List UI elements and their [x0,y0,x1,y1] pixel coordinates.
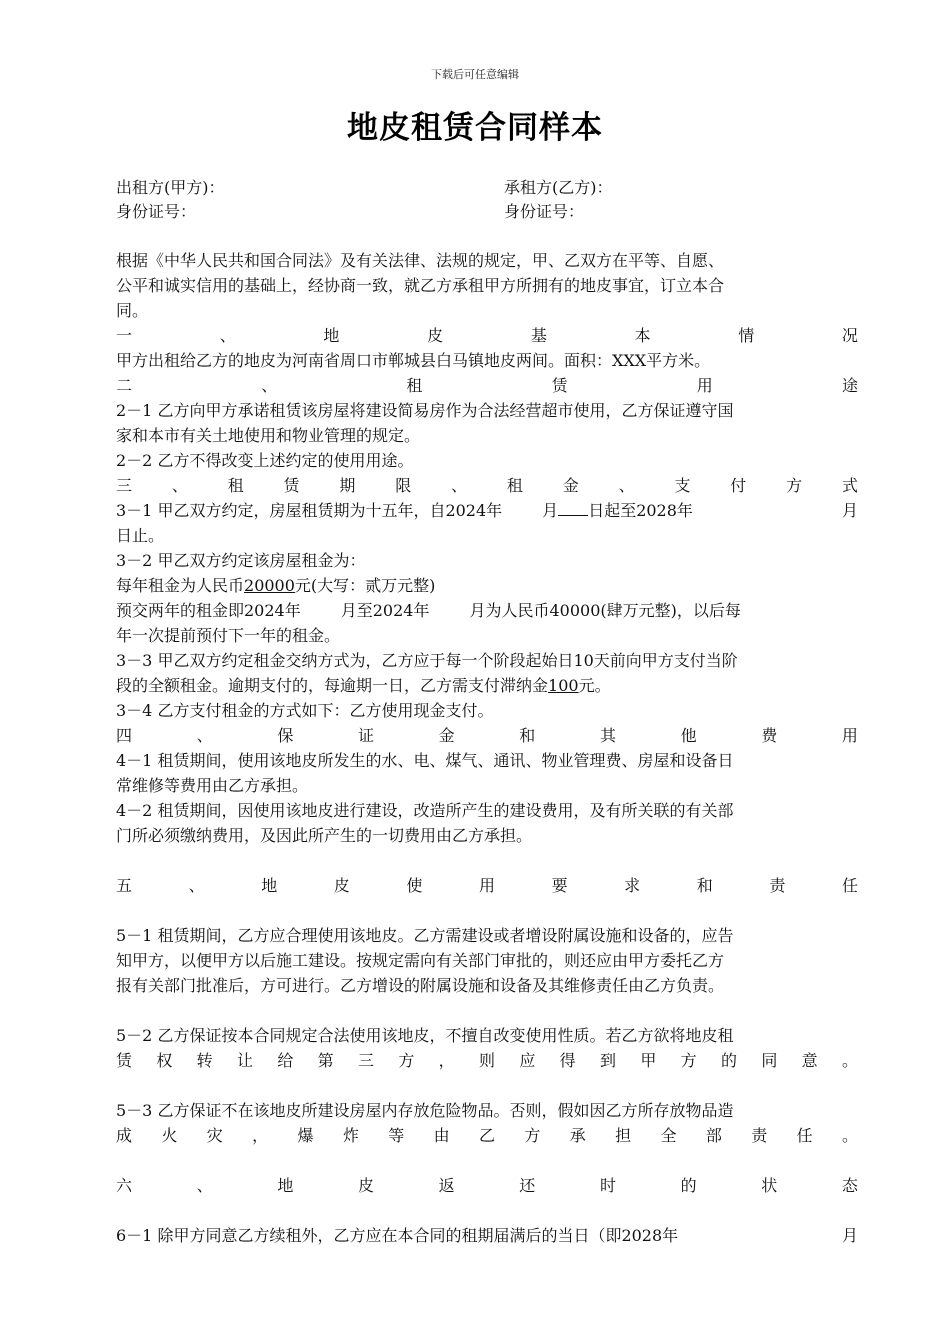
intro-line: 根据《中华人民共和国合同法》及有关法律、法规的规定，甲、乙双方在平等、自愿、 [116,251,725,270]
clause-2-1-cont: 家和本市有关土地使用和物业管理的规定。 [116,426,421,445]
rent-amount: 20000 [244,576,295,595]
clause-2-2: 2－2 乙方不得改变上述约定的使用用途。 [116,451,414,470]
clause-3-4: 3－4 乙方支付租金的方式如下：乙方使用现金支付。 [116,701,494,720]
intro-line: 公平和诚实信用的基础上，经协商一致，就乙方承租甲方所拥有的地皮事宜，订立本合 [116,276,725,295]
section-heading-2: 二 、 租 赁 用 途 [116,376,858,395]
document-title: 地皮租赁合同样本 [347,110,603,146]
section-heading-5: 五 、 地 皮 使 用 要 求 和 责 任 [116,876,858,895]
section-heading-4: 四 、 保 证 金 和 其 他 费 用 [116,726,858,745]
clause-5-1-cont: 报有关部门批准后，方可进行。乙方增设的附属设施和设备及其维修责任由乙方负责。 [116,976,725,995]
clause-5-1: 5－1 租赁期间，乙方应合理使用该地皮。乙方需建设或者增设附属设施和设备的，应告 [116,926,734,945]
late-fee-amount: 100 [548,676,579,695]
clause-4-1: 4－1 租赁期间，使用该地皮所发生的水、电、煤气、通讯、物业管理费、房屋和设备日 [116,751,734,770]
clause-5-1-cont: 知甲方，以便甲方以后施工建设。按规定需向有关部门审批的，则还应由甲方委托乙方 [116,951,725,970]
clause-6-1: 6－1 除甲方同意乙方续租外，乙方应在本合同的租期届满后的当日（即2028年 月 [116,1226,858,1245]
clause-3-2: 3－2 甲乙双方约定该房屋租金为： [116,551,366,570]
clause-3-3-cont: 段的全额租金。逾期支付的，每逾期一日，乙方需支付滞纳金100元。 [116,676,611,695]
header-note: 下载后可任意编辑 [431,68,519,81]
lessee-label: 承租方(乙方)： [504,178,613,197]
section-1-text: 甲方出租给乙方的地皮为河南省周口市郸城县白马镇地皮两间。面积：XXX平方米。 [116,351,711,370]
blank-day [558,498,588,516]
section-heading-1: 一 、 地 皮 基 本 情 况 [116,326,858,345]
section-heading-6: 六 、 地 皮 返 还 时 的 状 态 [116,1176,858,1195]
id-row [116,200,856,224]
clause-3-2-prepay: 预交两年的租金即2024年 月至2024年 月为人民币40000(肆万元整)，以后每 [116,601,741,620]
clause-3-2-cont: 年一次提前预付下一年的租金。 [116,626,341,645]
lessor-label: 出租方(甲方)： [116,178,225,197]
intro-line: 同。 [116,301,149,320]
clause-3-1-cont: 日止。 [116,526,165,545]
lessor-id-label: 身份证号： [116,202,197,221]
party-row [116,176,856,200]
clause-3-3: 3－3 甲乙双方约定租金交纳方式为，乙方应于每一个阶段起始日10天前向甲方支付当阶 [116,651,738,670]
clause-3-1: 3－1 甲乙双方约定，房屋租赁期为十五年，自2024年 月 日起至2028年 月 [116,498,858,523]
clause-3-2-rent: 每年租金为人民币20000元(大写：贰万元整) [116,576,436,595]
lessee-id-label: 身份证号： [504,202,585,221]
clause-5-2-cont: 赁权转让给第三方，则应得到甲方的同意。 [116,1051,858,1070]
clause-4-1-cont: 常维修等费用由乙方承担。 [116,776,309,795]
clause-5-2: 5－2 乙方保证按本合同规定合法使用该地皮，不擅自改变使用性质。若乙方欲将地皮租 [116,1026,734,1045]
clause-5-3-cont: 成火灾，爆炸等由乙方承担全部责任。 [116,1126,858,1145]
contract-body [116,248,858,1248]
section-heading-3: 三 、 租 赁 期 限 、 租 金 、 支 付 方 式 [116,476,858,495]
clause-2-1: 2－1 乙方向甲方承诺租赁该房屋将建设简易房作为合法经营超市使用，乙方保证遵守国 [116,401,734,420]
clause-5-3: 5－3 乙方保证不在该地皮所建设房屋内存放危险物品。否则，假如因乙方所存放物品造 [116,1101,734,1120]
clause-4-2: 4－2 租赁期间，因使用该地皮进行建设，改造所产生的建设费用，及有所关联的有关部 [116,801,734,820]
clause-4-2-cont: 门所必须缴纳费用，及因此所产生的一切费用由乙方承担。 [116,826,533,845]
